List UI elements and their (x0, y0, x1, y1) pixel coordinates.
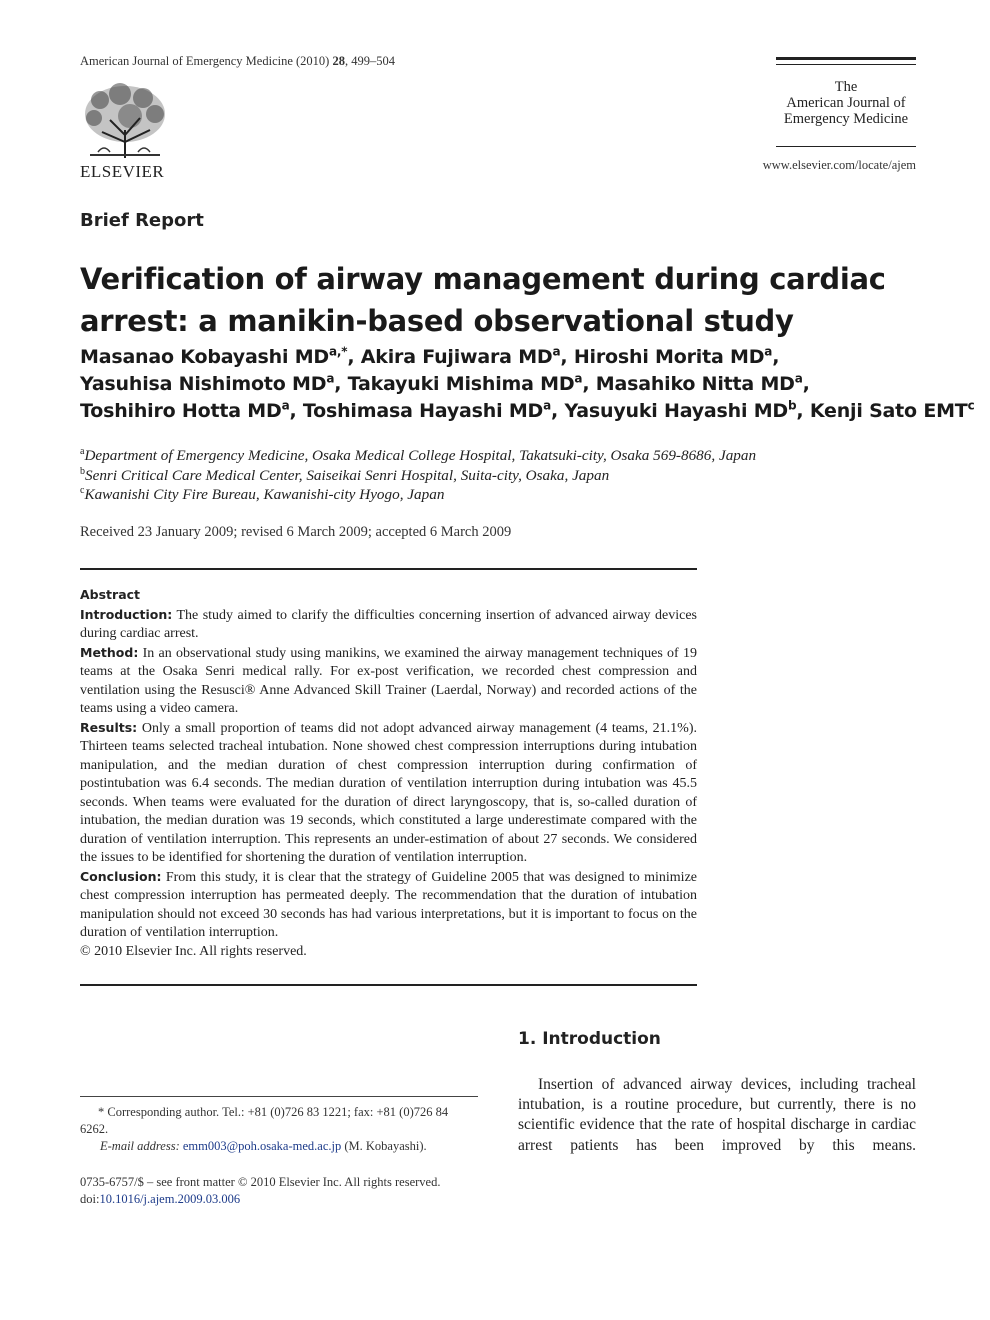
author-separator: , (796, 400, 810, 422)
abstract-top-rule (80, 568, 697, 570)
introduction-body: Insertion of advanced airway devices, including tracheal intubation, is a routine procedure, but currently, there is no scientific evidence that the rate of hospital discharge in cardiac arrest patients has been improved by this means. (518, 1076, 916, 1154)
abstract-results: Results: Only a small proportion of teams did not adopt advanced airway management (4 teams, 21.1%). Thirteen teams selected tracheal intubation. None showed chest compression interruptions during intubation manipulation, and the median duration of chest compression interruption during confirmation of postintubation was 6.4 seconds. The median duration of ventilation interruption during intubation was 45.5 seconds. When teams were evaluated for the duration of direct laryngoscopy, that is, so-called duration of intubation, the median duration was 19 seconds, which constituted a large underestimate compared with the duration of ventilation interruption. This represents an under-estimation of about 27 seconds. We considered the issues to be identified for shortening the duration of ventilation interruption. (80, 719, 697, 865)
masthead-rule-bottom (776, 146, 916, 147)
elsevier-wordmark: ELSEVIER (80, 162, 165, 181)
author-separator: , (551, 400, 565, 422)
abstract-copyright: © 2010 Elsevier Inc. All rights reserved. (80, 943, 307, 959)
author-line-2 (80, 373, 940, 395)
author-affiliation-mark: c (967, 398, 975, 413)
abstract-heading: Abstract (80, 587, 141, 602)
author-name: Takayuki Mishima MD (347, 373, 575, 395)
email-line: E-mail address: emm003@poh.osaka-med.ac.jp (M. Kobayashi). (100, 1139, 427, 1153)
section-heading-introduction: 1. Introduction (518, 1029, 661, 1049)
author-affiliation-mark: a (326, 371, 335, 386)
author-affiliation-mark: a,* (329, 344, 348, 359)
abstract-introduction: Introduction: The study aimed to clarify the difficulties concerning insertion of advanced airway devices during cardiac arrest. (80, 606, 697, 641)
author-separator: , (560, 346, 574, 368)
author-affiliation-mark: a (764, 344, 773, 359)
front-matter (80, 1174, 500, 1208)
abstract (80, 586, 697, 961)
author-name: Masanao Kobayashi MD (80, 346, 330, 368)
article-title: Verification of airway management during cardiac arrest: a manikin-based observational study (80, 262, 886, 338)
corresponding-author: * Corresponding author. Tel.: +81 (0)726 83 1221; fax: +81 (0)726 84 6262. (80, 1105, 449, 1136)
author-affiliation-mark: b (788, 398, 797, 413)
affiliation-a: $^a$Department of Emergency Medicine, Osaka Medical College Hospital, Takatsuki-city, Osaka 569-8686, Japan (80, 446, 757, 465)
author-name: Toshihiro Hotta MD (80, 400, 282, 422)
author-affiliation-mark: a (543, 398, 552, 413)
abstract-bottom-rule (80, 984, 697, 986)
author-name: Yasuyuki Hayashi MD (564, 400, 788, 422)
author-separator: , (772, 346, 780, 368)
author-affiliation-mark: a (794, 371, 803, 386)
abstract-method: Method: In an observational study using manikins, we examined the airway management techniques of 19 teams at the Osaka Senri medical rally. For ex-post verification, we recorded chest compression and ventilation using the Resusci® Anne Advanced Skill Trainer (Laerdal, Norway) and recorded actions of the teams using a video camera. (80, 644, 697, 716)
author-line-1 (80, 346, 940, 368)
author-separator: , (347, 346, 361, 368)
author-name: Masahiko Nitta MD (595, 373, 795, 395)
author-separator: , (582, 373, 596, 395)
affiliation-b: $^b$Senri Critical Care Medical Center, Saiseikai Senri Hospital, Suita-city, Osaka, Japan (80, 466, 610, 485)
author-name: Yasuhisa Nishimoto MD (80, 373, 327, 395)
masthead-rule-thick (776, 57, 916, 60)
masthead-line: American Journal of (786, 95, 906, 111)
footnote-rule (80, 1096, 478, 1097)
article-type: Brief Report (80, 210, 204, 231)
author-affiliation-mark: a (552, 344, 561, 359)
journal-url[interactable]: www.elsevier.com/locate/ajem (762, 158, 916, 172)
masthead-line: Emergency Medicine (783, 111, 909, 127)
journal-citation: American Journal of Emergency Medicine (2010) 28, 499–504 (80, 54, 395, 68)
doi-line: doi:10.1016/j.ajem.2009.03.006 (80, 1192, 241, 1206)
author-name: Hiroshi Morita MD (573, 346, 765, 368)
author-line-3 (80, 398, 975, 422)
author-separator: , (802, 373, 810, 395)
masthead-rule-thin (776, 64, 916, 65)
article-dates: Received 23 January 2009; revised 6 March 2009; accepted 6 March 2009 (80, 524, 512, 540)
abstract-conclusion: Conclusion: From this study, it is clear that the strategy of Guideline 2005 that was designed to minimize chest compression interruption has permeated deeply. The recommendation that the duration of intubation manipulation should not exceed 30 seconds has had various interpretations, but it is important to focus on the duration of ventilation interruption. (80, 868, 697, 940)
author-name: Kenji Sato EMT (809, 400, 968, 422)
author-affiliation-mark: a (574, 371, 583, 386)
doi-link[interactable]: 10.1016/j.ajem.2009.03.006 (99, 1192, 241, 1206)
author-separator: , (334, 373, 348, 395)
author-name: Toshimasa Hayashi MD (302, 400, 544, 422)
masthead-line: The (834, 79, 858, 95)
email-link[interactable]: emm003@poh.osaka-med.ac.jp (182, 1139, 342, 1153)
journal-masthead (776, 79, 916, 127)
author-name: Akira Fujiwara MD (360, 346, 553, 368)
author-separator: , (289, 400, 303, 422)
author-affiliation-mark: a (281, 398, 290, 413)
issn-line: 0735-6757/$ – see front matter © 2010 Elsevier Inc. All rights reserved. (80, 1175, 441, 1189)
affiliation-c: $^c$Kawanishi City Fire Bureau, Kawanishi-city Hyogo, Japan (80, 485, 445, 504)
corresponding-author-footnote (80, 1104, 478, 1155)
